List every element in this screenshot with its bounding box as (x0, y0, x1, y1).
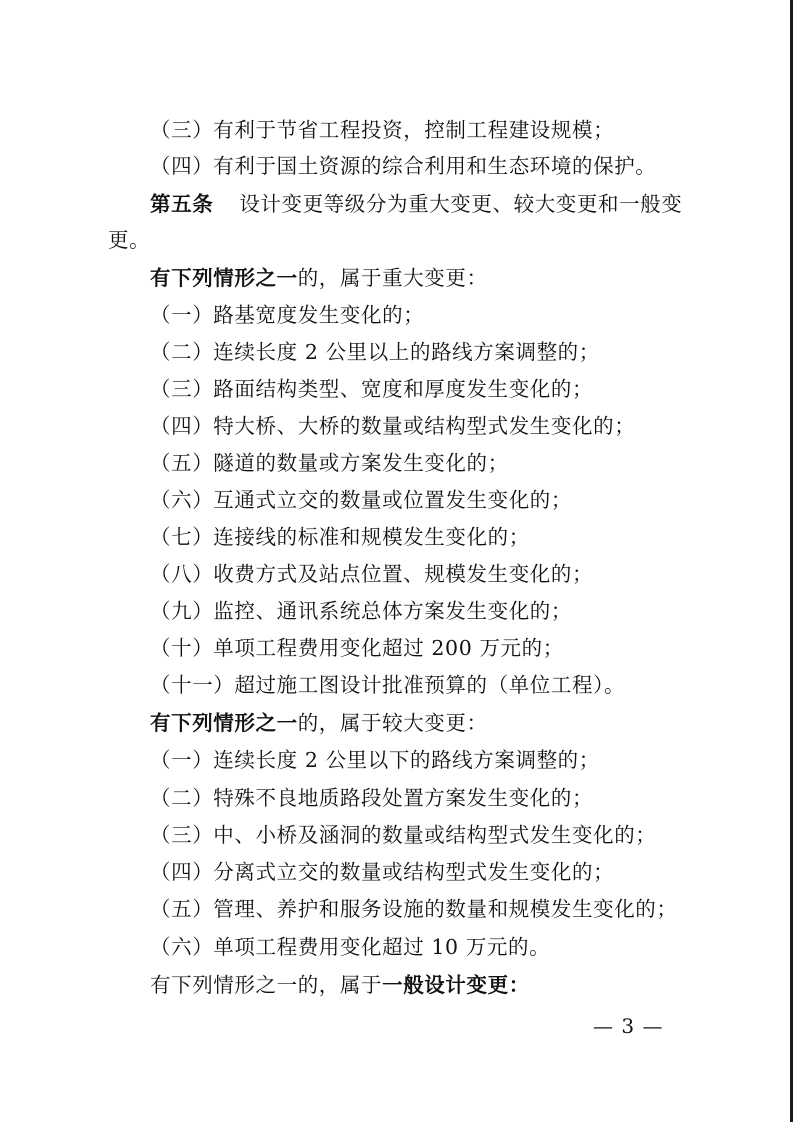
larger-item: （三）中、小桥及涵洞的数量或结构型式发生变化的； (150, 823, 657, 847)
major-item: （二）连续长度 2 公里以上的路线方案调整的； (150, 340, 600, 364)
major-item: （十一）超过施工图设计批准预算的（单位工程）。 (150, 673, 626, 697)
major-item: （四）特大桥、大桥的数量或结构型式发生变化的； (150, 414, 636, 438)
general-change-intro (150, 975, 530, 996)
larger-item: （一）连续长度 2 公里以下的路线方案调整的； (150, 748, 600, 772)
general-intro-bold: 一般设计变更： (382, 973, 530, 997)
clause-three: （三）有利于节省工程投资，控制工程建设规模； (150, 118, 615, 142)
article-five-text: 设计变更等级分为重大变更、较大变更和一般变 (239, 192, 683, 216)
major-item: （八）收费方式及站点位置、规模发生变化的； (150, 562, 594, 586)
major-intro-bold: 有下列情形之一 (150, 266, 298, 290)
article-five-heading: 第五条 (150, 192, 214, 216)
major-item: （三）路面结构类型、宽度和厚度发生变化的； (150, 377, 594, 401)
major-change-intro (150, 268, 488, 289)
larger-change-intro (150, 713, 488, 734)
larger-intro-rest: 的，属于较大变更： (297, 711, 488, 735)
clause-four: （四）有利于国土资源的综合利用和生态环境的保护。 (150, 154, 657, 178)
larger-item: （六）单项工程费用变化超过 10 万元的。 (150, 935, 551, 959)
larger-item: （四）分离式立交的数量或结构型式发生变化的； (150, 860, 615, 884)
page-number: — 3 — (593, 1014, 664, 1038)
article-five-line1 (150, 194, 682, 215)
larger-item: （二）特殊不良地质路段处置方案发生变化的； (150, 786, 594, 810)
larger-item: （五）管理、养护和服务设施的数量和规模发生变化的； (150, 897, 678, 921)
general-intro-plain: 有下列情形之一的，属于 (150, 973, 383, 997)
major-item: （七）连接线的标准和规模发生变化的； (150, 525, 530, 549)
larger-intro-bold: 有下列情形之一 (150, 711, 298, 735)
major-item: （十）单项工程费用变化超过 200 万元的； (150, 636, 564, 660)
major-intro-rest: 的，属于重大变更： (297, 266, 488, 290)
major-item: （六）互通式立交的数量或位置发生变化的； (150, 488, 572, 512)
major-item: （五）隧道的数量或方案发生变化的； (150, 451, 509, 475)
major-item: （九）监控、通讯系统总体方案发生变化的； (150, 599, 572, 623)
major-item: （一）路基宽度发生变化的； (150, 303, 425, 327)
article-five-line2: 更。 (108, 228, 151, 252)
